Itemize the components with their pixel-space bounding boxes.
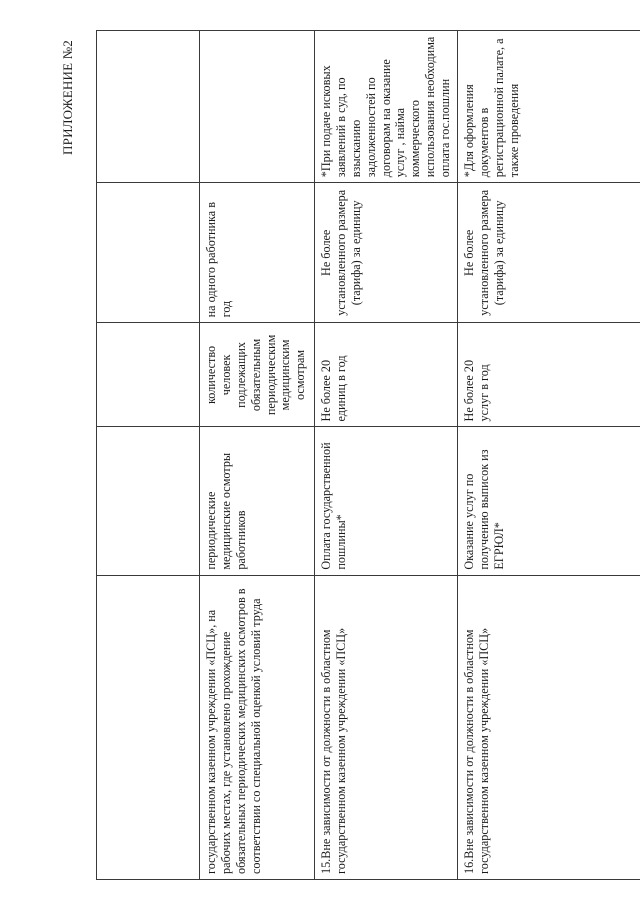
- cell-price: на одного работника в год: [200, 183, 315, 323]
- cell-quantity: Не более 20 услуг в год: [457, 323, 640, 427]
- cell-position: [97, 575, 200, 879]
- cell-service: Оплата государственной пошлины*: [315, 427, 458, 575]
- cell-price: Не более установленного размера (тарифа) за единицу: [315, 183, 458, 323]
- cell-price: [97, 183, 200, 323]
- appendix-label: ПРИЛОЖЕНИЕ №2: [60, 40, 75, 155]
- cell-service: Оказание услуг по получению выписок из ЕГРЮЛ*: [457, 427, 640, 575]
- cell-service: [97, 427, 200, 575]
- table-row: [97, 31, 200, 880]
- cell-price: Не более установленного размера (тарифа) за единицу: [457, 183, 640, 323]
- cell-position: 16.Вне зависимости от должности в областном государственном казенном учреждении «ПСЦ»: [457, 575, 640, 879]
- table-row: [457, 31, 640, 880]
- table-row: [315, 31, 458, 880]
- cell-note: *Для оформления документов в регистрационной палате, а также проведения: [457, 31, 640, 183]
- cell-quantity: [97, 323, 200, 427]
- cell-position: государственном казенном учреждении «ПСЦ», на рабочих местах, где установлено прохождение обязательных периодических медицинских осмотров в соответствии со специальной оценкой условий труда: [200, 575, 315, 879]
- cell-note: [97, 31, 200, 183]
- cell-note: *При подаче исковых заявлений в суд, по взысканию задолженностей по договорам на оказание услуг , найма коммерческого использования необходима оплата гос.пошлин: [315, 31, 458, 183]
- table-row: [200, 31, 315, 880]
- norms-table: [96, 30, 640, 880]
- cell-quantity: количество человек подлежащих обязательным периодическим медицинским осмотрам: [200, 323, 315, 427]
- cell-service: периодические медицинские осмотры работников: [200, 427, 315, 575]
- cell-note: [200, 31, 315, 183]
- cell-position: 15.Вне зависимости от должности в областном государственном казенном учреждении «ПСЦ»: [315, 575, 458, 879]
- cell-quantity: Не более 20 единиц в год: [315, 323, 458, 427]
- rotated-content: [56, 30, 636, 880]
